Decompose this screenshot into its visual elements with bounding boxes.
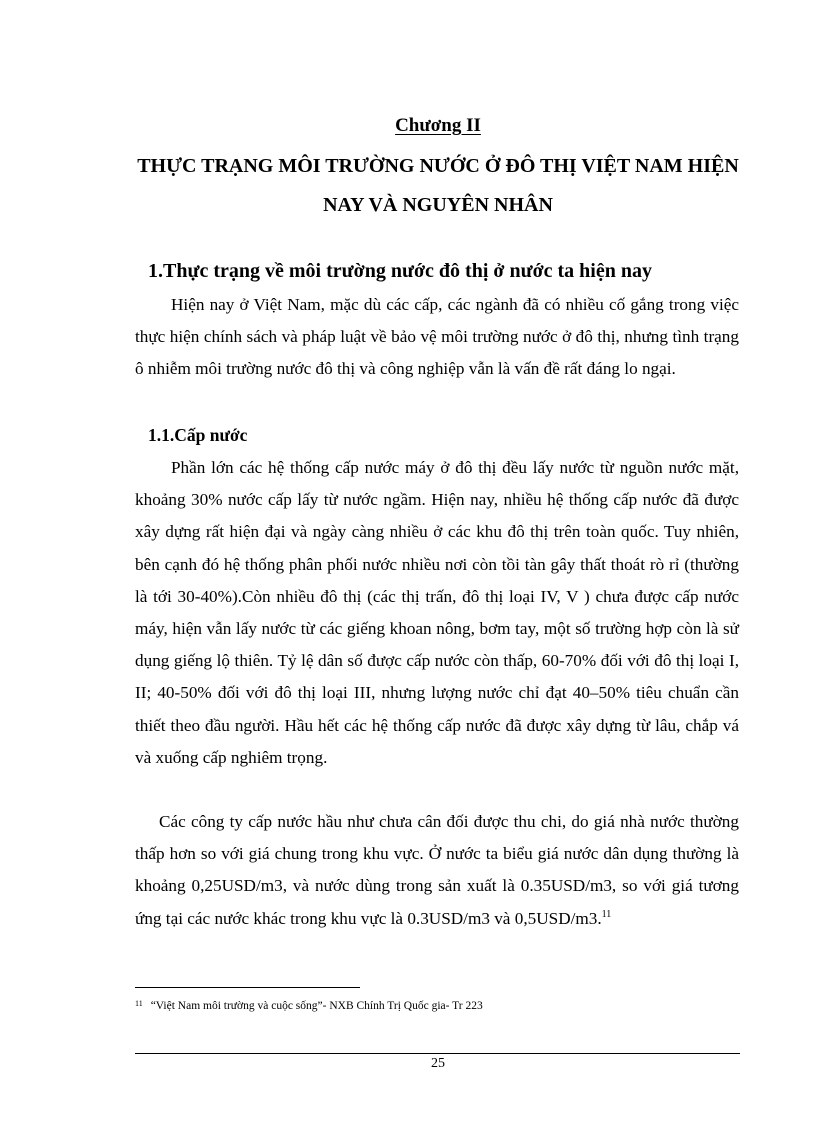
- chapter-title: THỰC TRẠNG MÔI TRƯỜNG NƯỚC Ở ĐÔ THỊ VIỆT NAM HIỆN NAY VÀ NGUYÊN NHÂN: [137, 155, 739, 216]
- footnote-divider: [135, 987, 360, 988]
- footnote-text: “Việt Nam môi trường và cuộc sống”- NXB Chính Trị Quốc gia- Tr 223: [150, 1000, 483, 1012]
- water-pricing-paragraph: [135, 806, 739, 935]
- chapter-label: Chương II: [395, 115, 481, 136]
- section-heading: 1.Thực trạng về môi trường nước đô thị ở nước ta hiện nay: [148, 260, 652, 282]
- page-number: 25: [431, 1056, 445, 1071]
- footnote-reference[interactable]: 11: [601, 908, 612, 920]
- water-supply-paragraph: Phần lớn các hệ thống cấp nước máy ở đô thị đều lấy nước từ nguồn nước mặt, khoảng 30% nước cấp lấy từ nước ngầm. Hiện nay, nhiều hệ thống cấp nước đã được xây dựng rất hiện đại và ngày càng nhiều ở các khu đô thị trên toàn quốc. Tuy nhiên, bên cạnh đó hệ thống phân phối nước nhiều nơi còn tồi tàn gây thất thoát rò rỉ (thường là tới 30-40%).Còn nhiều đô thị (các thị trấn, đô thị loại IV, V ) chưa được cấp nước máy, hiện vẫn lấy nước từ các giếng khoan nông, bơm tay, một số trường hợp còn là sử dụng giếng lộ thiên. Tỷ lệ dân số được cấp nước còn thấp, 60-70% đối với đô thị loại I, II; 40-50% đối với đô thị loại III, nhưng lượng nước chỉ đạt 40–50% tiêu chuẩn cần thiết theo đầu người. Hầu hết các hệ thống cấp nước đã được xây dựng từ lâu, chắp vá và xuống cấp nghiêm trọng.: [135, 458, 739, 767]
- footnote-number: 11: [135, 999, 143, 1008]
- subsection-heading: 1.1.Cấp nước: [148, 425, 248, 445]
- water-pricing-text: Các công ty cấp nước hầu như chưa cân đối được thu chi, do giá nhà nước thường thấp hơn so với giá chung trong khu vực. Ở nước ta biểu giá nước dân dụng thường là khoảng 0,25USD/m3, và nước dùng trong sản xuất là 0.35USD/m3, so với giá tương ứng tại các nước khác trong khu vực là 0.3USD/m3 và 0,5USD/m3.: [135, 812, 739, 928]
- intro-paragraph: Hiện nay ở Việt Nam, mặc dù các cấp, các ngành đã có nhiều cố gắng trong việc thực hiện chính sách và pháp luật về bảo vệ môi trường nước ở đô thị, nhưng tình trạng ô nhiễm môi trường nước đô thị và công nghiệp vẫn là vấn đề rất đáng lo ngại.: [135, 295, 739, 379]
- footer-divider: [135, 1053, 740, 1054]
- footnote: [135, 999, 739, 1012]
